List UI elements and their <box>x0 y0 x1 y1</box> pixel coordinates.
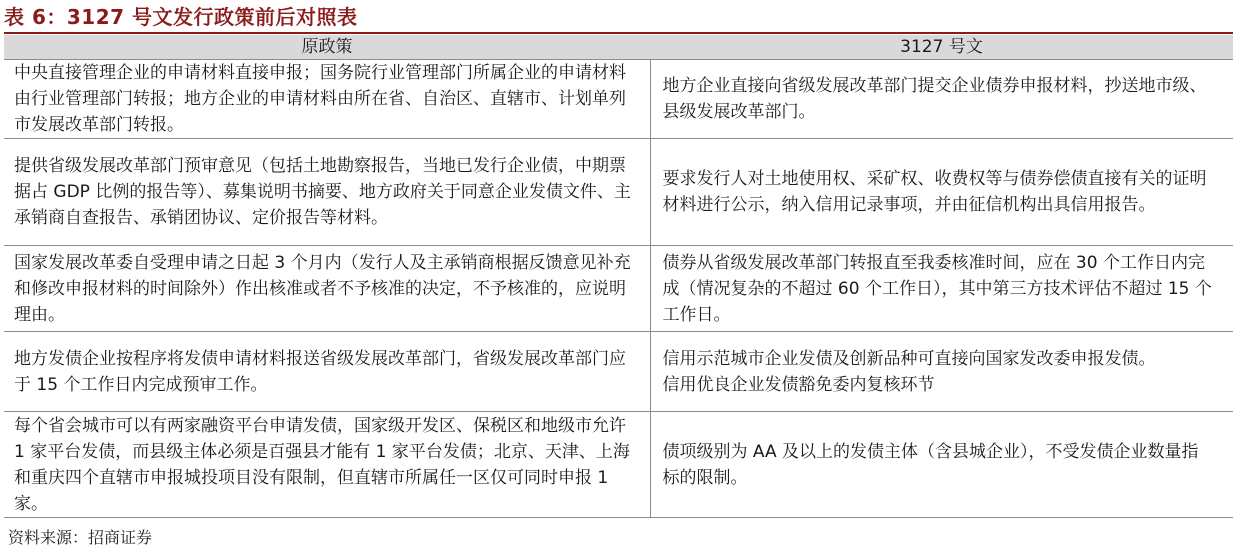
document-title: 表 6：3127 号文发行政策前后对照表 <box>4 5 358 29</box>
table-row <box>4 139 1233 246</box>
new-policy-cell: 债项级别为 AA 及以上的发债主体（含县城企业），不受发债企业数量指标的限制。 <box>650 412 1233 518</box>
original-policy-cell: 国家发展改革委自受理申请之日起 3 个月内（发行人及主承销商根据反馈意见补充和修改申报材料的时间除外）作出核准或者不予核准的决定，不予核准的，应说明理由。 <box>4 246 650 332</box>
table-row <box>4 332 1233 412</box>
original-policy-cell: 提供省级发展改革部门预审意见（包括土地勘察报告，当地已发行企业债，中期票据占 GDP 比例的报告等）、募集说明书摘要、地方政府关于同意企业发债文件、主承销商自查报告、承销团协议、定价报告等材料。 <box>4 139 650 246</box>
new-policy-cell: 债券从省级发展改革部门转报直至我委核准时间，应在 30 个工作日内完成（情况复杂的不超过 60 个工作日），其中第三方技术评估不超过 15 个工作日。 <box>650 246 1233 332</box>
original-policy-cell: 地方发债企业按程序将发债申请材料报送省级发展改革部门，省级发展改革部门应于 15 个工作日内完成预审工作。 <box>4 332 650 412</box>
table-header-row <box>4 35 1233 60</box>
title-rule <box>4 32 1233 34</box>
new-policy-text: 信用示范城市企业发债及创新品种可直接向国家发改委申报发债。 <box>662 348 1156 369</box>
source-note: 资料来源：招商证券 <box>8 528 153 547</box>
table-row <box>4 246 1233 332</box>
header-original-policy: 原政策 <box>4 35 650 60</box>
table-row <box>4 60 1233 139</box>
new-policy-cell: 要求发行人对土地使用权、采矿权、收费权等与债券偿债直接有关的证明材料进行公示，纳入信用记录事项，并由征信机构出具信用报告。 <box>650 139 1233 246</box>
original-policy-cell: 中央直接管理企业的申请材料直接申报；国务院行业管理部门所属企业的申请材料由行业管理部门转报；地方企业的申请材料由所在省、自治区、直辖市、计划单列市发展改革部门转报。 <box>4 60 650 139</box>
policy-comparison-table <box>4 35 1233 518</box>
new-policy-cell: 地方企业直接向省级发展改革部门提交企业债券申报材料，抄送地市级、县级发展改革部门。 <box>650 60 1233 139</box>
new-policy-cell <box>650 332 1233 412</box>
header-document-3127: 3127 号文 <box>650 35 1233 60</box>
table-row <box>4 412 1233 518</box>
new-policy-text-extra: 信用优良企业发债豁免委内复核环节 <box>662 374 935 395</box>
original-policy-cell: 每个省会城市可以有两家融资平台申请发债，国家级开发区、保税区和地级市允许 1 家平台发债，而县级主体必须是百强县才能有 1 家平台发债；北京、天津、上海和重庆四个直辖市申报城投项目没有限制，但直辖市所属任一区仅可同时申报 1 家。 <box>4 412 650 518</box>
